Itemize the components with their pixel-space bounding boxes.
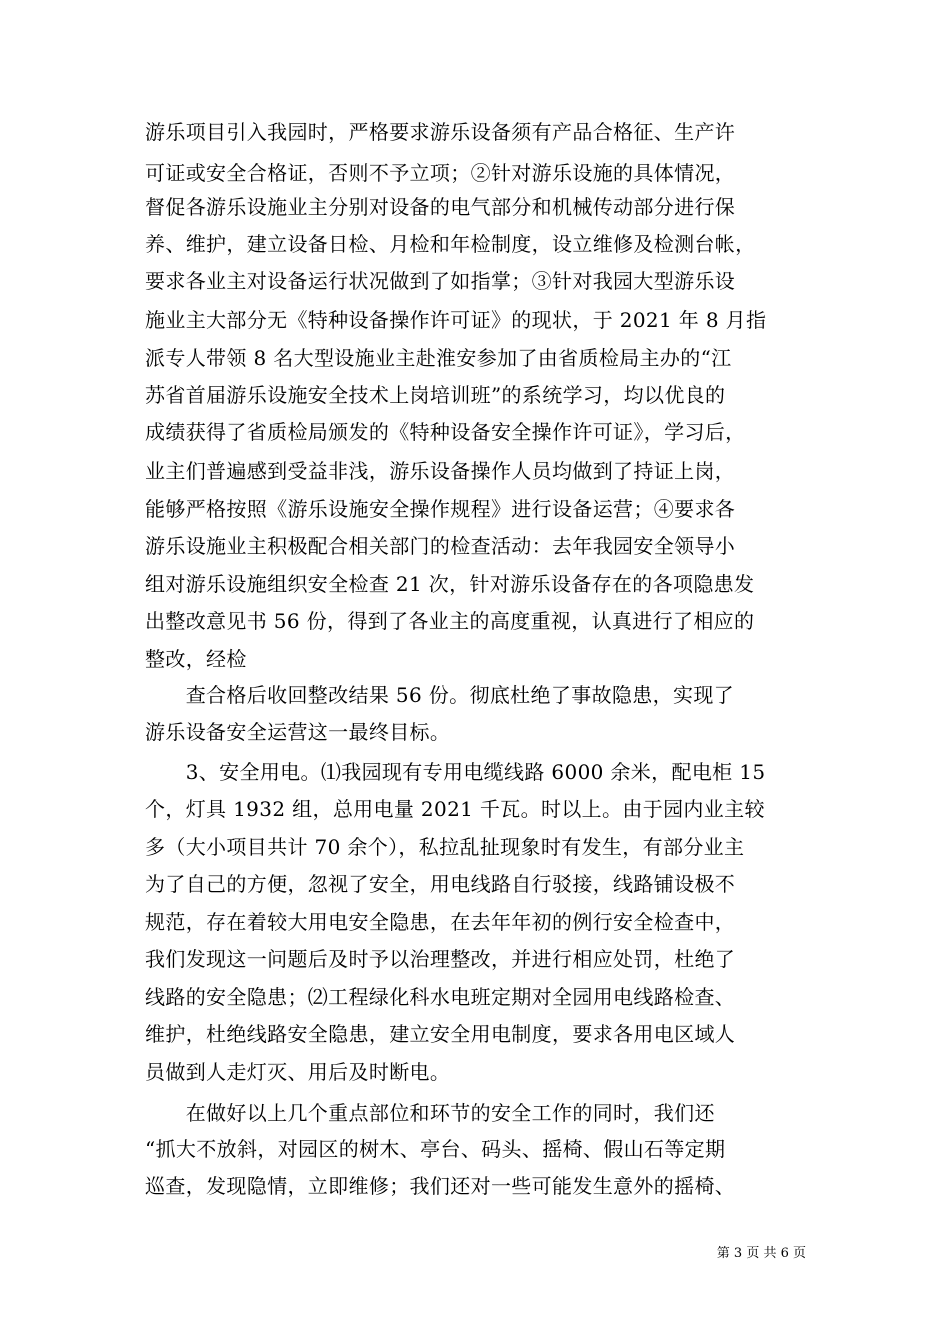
text-line: 为了自己的方便，忽视了安全，用电线路自行驳接，线路铺设极不 bbox=[145, 872, 736, 896]
text-line: 游乐设施业主积极配合相关部门的检查活动：去年我园安全领导小 bbox=[145, 534, 736, 558]
text-line: 游乐设备安全运营这一最终目标。 bbox=[145, 720, 451, 744]
text-line: 成绩获得了省质检局颁发的《特种设备安全操作许可证》，学习后， bbox=[145, 420, 746, 444]
text-line: 在做好以上几个重点部位和环节的安全工作的同时，我们还 bbox=[145, 1101, 715, 1125]
text-line: 出整改意见书 56 份，得到了各业主的高度重视，认真进行了相应的 bbox=[145, 609, 755, 633]
text-line: 员做到人走灯灭、用后及时断电。 bbox=[145, 1060, 451, 1084]
text-line: 多（大小项目共计 70 余个），私拉乱扯现象时有发生，有部分业主 bbox=[145, 835, 745, 859]
text-line: 督促各游乐设施业主分别对设备的电气部分和机械传动部分进行保 bbox=[145, 195, 736, 219]
text-line: 巡查，发现隐情，立即维修；我们还对一些可能发生意外的摇椅、 bbox=[145, 1174, 736, 1198]
text-line: 游乐项目引入我园时，严格要求游乐设备须有产品合格征、生产许 bbox=[145, 120, 736, 144]
text-line: 组对游乐设施组织安全检查 21 次，针对游乐设备存在的各项隐患发 bbox=[145, 572, 755, 596]
text-line: 养、维护，建立设备日检、月检和年检制度，设立维修及检测台帐， bbox=[145, 232, 756, 256]
text-line: 能够严格按照《游乐设施安全操作规程》进行设备运营；④要求各 bbox=[145, 497, 736, 521]
text-line: 个，灯具 1932 组，总用电量 2021 千瓦。时以上。由于园内业主较 bbox=[145, 797, 765, 821]
text-line: 业主们普遍感到受益非浅，游乐设备操作人员均做到了持证上岗， bbox=[145, 459, 736, 483]
text-line: 线路的安全隐患；⑵工程绿化科水电班定期对全园用电线路检查、 bbox=[145, 985, 736, 1009]
text-line: 派专人带领 8 名大型设施业主赴淮安参加了由省质检局主办的“江 bbox=[145, 346, 732, 370]
text-line: 可证或安全合格证，否则不予立项；②针对游乐设施的具体情况， bbox=[145, 161, 736, 185]
text-line: “抓大不放斜，对园区的树木、亭台、码头、摇椅、假山石等定期 bbox=[145, 1137, 726, 1161]
text-line: 苏省首届游乐设施安全技术上岗培训班”的系统学习，均以优良的 bbox=[145, 383, 726, 407]
text-line: 我们发现这一问题后及时予以治理整改，并进行相应处罚，杜绝了 bbox=[145, 947, 736, 971]
text-line: 要求各业主对设备运行状况做到了如指掌；③针对我园大型游乐设 bbox=[145, 269, 736, 293]
text-line: 维护，杜绝线路安全隐患，建立安全用电制度，要求各用电区域人 bbox=[145, 1022, 736, 1046]
text-line: 查合格后收回整改结果 56 份。彻底杜绝了事故隐患，实现了 bbox=[145, 683, 735, 707]
text-line: 施业主大部分无《特种设备操作许可证》的现状，于 2021 年 8 月指 bbox=[145, 308, 767, 332]
text-line: 规范，存在着较大用电安全隐患，在去年年初的例行安全检查中， bbox=[145, 910, 736, 934]
text-line: 整改，经检 bbox=[145, 647, 247, 671]
text-line: 3、安全用电。⑴我园现有专用电缆线路 6000 余米，配电柜 15 bbox=[145, 760, 766, 784]
page-number: 第 3 页 共 6 页 bbox=[716, 1246, 806, 1261]
